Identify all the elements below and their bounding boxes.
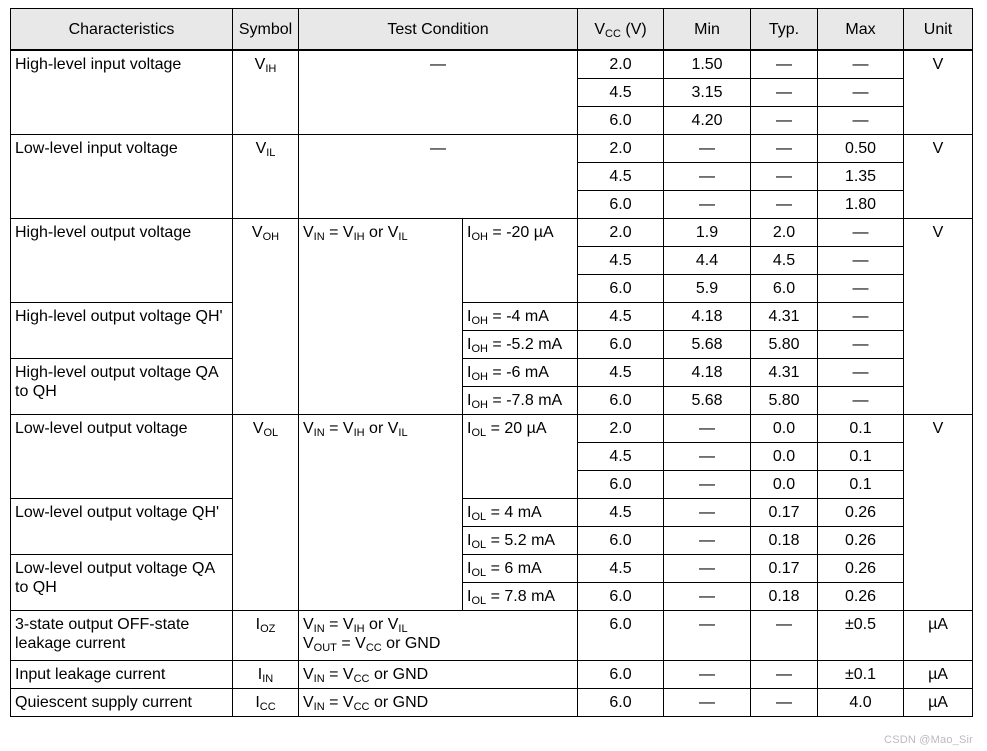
watermark: CSDN @Mao_Sir [884, 734, 973, 746]
vcc-cell: 6.0 [578, 330, 664, 358]
header-min: Min [664, 9, 751, 51]
header-characteristics: Characteristics [11, 9, 233, 51]
typ-cell: — [751, 162, 818, 190]
symbol-cell: $I_{CC}$ [233, 688, 299, 716]
table-row [11, 134, 973, 162]
characteristic-cell: Low-level input voltage [11, 134, 233, 218]
header-typ: Typ. [751, 9, 818, 51]
typ-cell: — [751, 660, 818, 688]
symbol-cell: $V_{IL}$ [233, 134, 299, 218]
table-row [11, 554, 973, 582]
max-cell: — [818, 78, 904, 106]
typ-cell: — [751, 610, 818, 660]
min-cell: — [664, 660, 751, 688]
typ-cell: 5.80 [751, 330, 818, 358]
vcc-cell: 6.0 [578, 582, 664, 610]
characteristic-cell: High-level output voltage [11, 218, 233, 302]
max-cell: — [818, 386, 904, 414]
typ-cell: 4.31 [751, 358, 818, 386]
vcc-cell: 6.0 [578, 526, 664, 554]
min-cell: — [664, 414, 751, 442]
symbol-cell: $V_{OL}$ [233, 414, 299, 610]
vcc-cell: 6.0 [578, 470, 664, 498]
table-row [11, 414, 973, 442]
table-row [11, 610, 973, 660]
header-test-condition: Test Condition [299, 9, 578, 51]
table-row [11, 50, 973, 78]
min-cell: — [664, 688, 751, 716]
vcc-cell: 6.0 [578, 660, 664, 688]
vcc-cell: 4.5 [578, 246, 664, 274]
unit-cell: V [904, 134, 973, 218]
max-cell: 0.50 [818, 134, 904, 162]
min-cell: — [664, 162, 751, 190]
typ-cell: — [751, 688, 818, 716]
min-cell: — [664, 442, 751, 470]
vcc-cell: 4.5 [578, 162, 664, 190]
symbol-cell: $I_{OZ}$ [233, 610, 299, 660]
characteristic-cell: Low-level output voltage [11, 414, 233, 498]
vcc-cell: 6.0 [578, 106, 664, 134]
max-cell: ±0.5 [818, 610, 904, 660]
typ-cell: 6.0 [751, 274, 818, 302]
min-cell: — [664, 582, 751, 610]
header-vcc: $V_{CC}$ (V) [578, 9, 664, 51]
unit-cell: µA [904, 660, 973, 688]
min-cell: 5.68 [664, 386, 751, 414]
condition-cell: $V_{IN} = V_{IH}$ or $V_{IL}$ $V_{OUT} = V_{CC}$ or GND [299, 610, 578, 660]
symbol-cell: $V_{OH}$ [233, 218, 299, 414]
max-cell: ±0.1 [818, 660, 904, 688]
max-cell: 0.26 [818, 582, 904, 610]
condition-cell: $V_{IN} = V_{CC}$ or GND [299, 688, 578, 716]
vcc-cell: 4.5 [578, 302, 664, 330]
max-cell: 0.1 [818, 414, 904, 442]
current-cell: $I_{OH} = -5.2$ mA [463, 330, 578, 358]
vcc-cell: 6.0 [578, 610, 664, 660]
min-cell: 1.9 [664, 218, 751, 246]
max-cell: 0.26 [818, 554, 904, 582]
vcc-cell: 4.5 [578, 358, 664, 386]
table-row [11, 660, 973, 688]
characteristic-cell: High-level output voltage QH' [11, 302, 233, 358]
table-row [11, 688, 973, 716]
unit-cell: V [904, 414, 973, 610]
typ-cell: 0.0 [751, 442, 818, 470]
typ-cell: — [751, 190, 818, 218]
current-cell: $I_{OL} = 7.8$ mA [463, 582, 578, 610]
max-cell: — [818, 50, 904, 78]
min-cell: — [664, 554, 751, 582]
min-cell: 3.15 [664, 78, 751, 106]
min-cell: — [664, 190, 751, 218]
max-cell: 4.0 [818, 688, 904, 716]
current-cell: $I_{OH} = -6$ mA [463, 358, 578, 386]
vcc-cell: 2.0 [578, 134, 664, 162]
current-cell: $I_{OL} = 20$ µA [463, 414, 578, 498]
vcc-cell: 6.0 [578, 190, 664, 218]
min-cell: 4.18 [664, 358, 751, 386]
max-cell: — [818, 246, 904, 274]
typ-cell: 5.80 [751, 386, 818, 414]
min-cell: — [664, 498, 751, 526]
vcc-cell: 6.0 [578, 274, 664, 302]
condition-cell: $V_{IN} = V_{IH}$ or $V_{IL}$ [299, 414, 463, 610]
characteristic-cell: Low-level output voltage QA to QH [11, 554, 233, 610]
typ-cell: 0.17 [751, 498, 818, 526]
unit-cell: V [904, 218, 973, 414]
characteristic-cell: Low-level output voltage QH' [11, 498, 233, 554]
unit-cell: V [904, 50, 973, 134]
typ-cell: — [751, 134, 818, 162]
characteristic-cell: 3-state output OFF-state leakage current [11, 610, 233, 660]
max-cell: 0.26 [818, 498, 904, 526]
min-cell: — [664, 610, 751, 660]
min-cell: — [664, 526, 751, 554]
typ-cell: 4.5 [751, 246, 818, 274]
min-cell: 4.18 [664, 302, 751, 330]
characteristic-cell: Quiescent supply current [11, 688, 233, 716]
typ-cell: 0.17 [751, 554, 818, 582]
header-symbol: Symbol [233, 9, 299, 51]
vcc-cell: 2.0 [578, 414, 664, 442]
symbol-cell: $V_{IH}$ [233, 50, 299, 134]
min-cell: — [664, 470, 751, 498]
table-row [11, 358, 973, 386]
max-cell: 0.1 [818, 442, 904, 470]
vcc-cell: 4.5 [578, 78, 664, 106]
max-cell: — [818, 330, 904, 358]
vcc-cell: 4.5 [578, 554, 664, 582]
vcc-cell: 2.0 [578, 50, 664, 78]
current-cell: $I_{OH} = -7.8$ mA [463, 386, 578, 414]
vcc-cell: 2.0 [578, 218, 664, 246]
min-cell: 5.68 [664, 330, 751, 358]
min-cell: — [664, 134, 751, 162]
max-cell: — [818, 218, 904, 246]
typ-cell: 2.0 [751, 218, 818, 246]
table-row [11, 218, 973, 246]
typ-cell: 4.31 [751, 302, 818, 330]
max-cell: — [818, 302, 904, 330]
electrical-characteristics-table [10, 8, 973, 717]
min-cell: 4.20 [664, 106, 751, 134]
min-cell: 1.50 [664, 50, 751, 78]
characteristic-cell: Input leakage current [11, 660, 233, 688]
typ-cell: 0.0 [751, 414, 818, 442]
max-cell: 0.26 [818, 526, 904, 554]
typ-cell: — [751, 78, 818, 106]
condition-cell: — [299, 50, 578, 134]
characteristic-cell: High-level output voltage QA to QH [11, 358, 233, 414]
condition-cell: — [299, 134, 578, 218]
unit-cell: µA [904, 610, 973, 660]
condition-cell: $V_{IN} = V_{IH}$ or $V_{IL}$ [299, 218, 463, 414]
current-cell: $I_{OH} = -20$ µA [463, 218, 578, 302]
vcc-cell: 4.5 [578, 442, 664, 470]
current-cell: $I_{OL} = 6$ mA [463, 554, 578, 582]
max-cell: 1.80 [818, 190, 904, 218]
symbol-cell: $I_{IN}$ [233, 660, 299, 688]
vcc-cell: 4.5 [578, 498, 664, 526]
header-unit: Unit [904, 9, 973, 51]
characteristic-cell: High-level input voltage [11, 50, 233, 134]
vcc-cell: 6.0 [578, 688, 664, 716]
current-cell: $I_{OL} = 5.2$ mA [463, 526, 578, 554]
max-cell: 1.35 [818, 162, 904, 190]
max-cell: — [818, 274, 904, 302]
max-cell: — [818, 358, 904, 386]
vcc-cell: 6.0 [578, 386, 664, 414]
unit-cell: µA [904, 688, 973, 716]
min-cell: 4.4 [664, 246, 751, 274]
min-cell: 5.9 [664, 274, 751, 302]
max-cell: 0.1 [818, 470, 904, 498]
max-cell: — [818, 106, 904, 134]
typ-cell: 0.18 [751, 582, 818, 610]
current-cell: $I_{OL} = 4$ mA [463, 498, 578, 526]
typ-cell: — [751, 106, 818, 134]
header-row [11, 9, 973, 51]
typ-cell: 0.18 [751, 526, 818, 554]
table-row [11, 498, 973, 526]
typ-cell: 0.0 [751, 470, 818, 498]
condition-cell: $V_{IN} = V_{CC}$ or GND [299, 660, 578, 688]
current-cell: $I_{OH} = -4$ mA [463, 302, 578, 330]
typ-cell: — [751, 50, 818, 78]
header-max: Max [818, 9, 904, 51]
table-row [11, 302, 973, 330]
